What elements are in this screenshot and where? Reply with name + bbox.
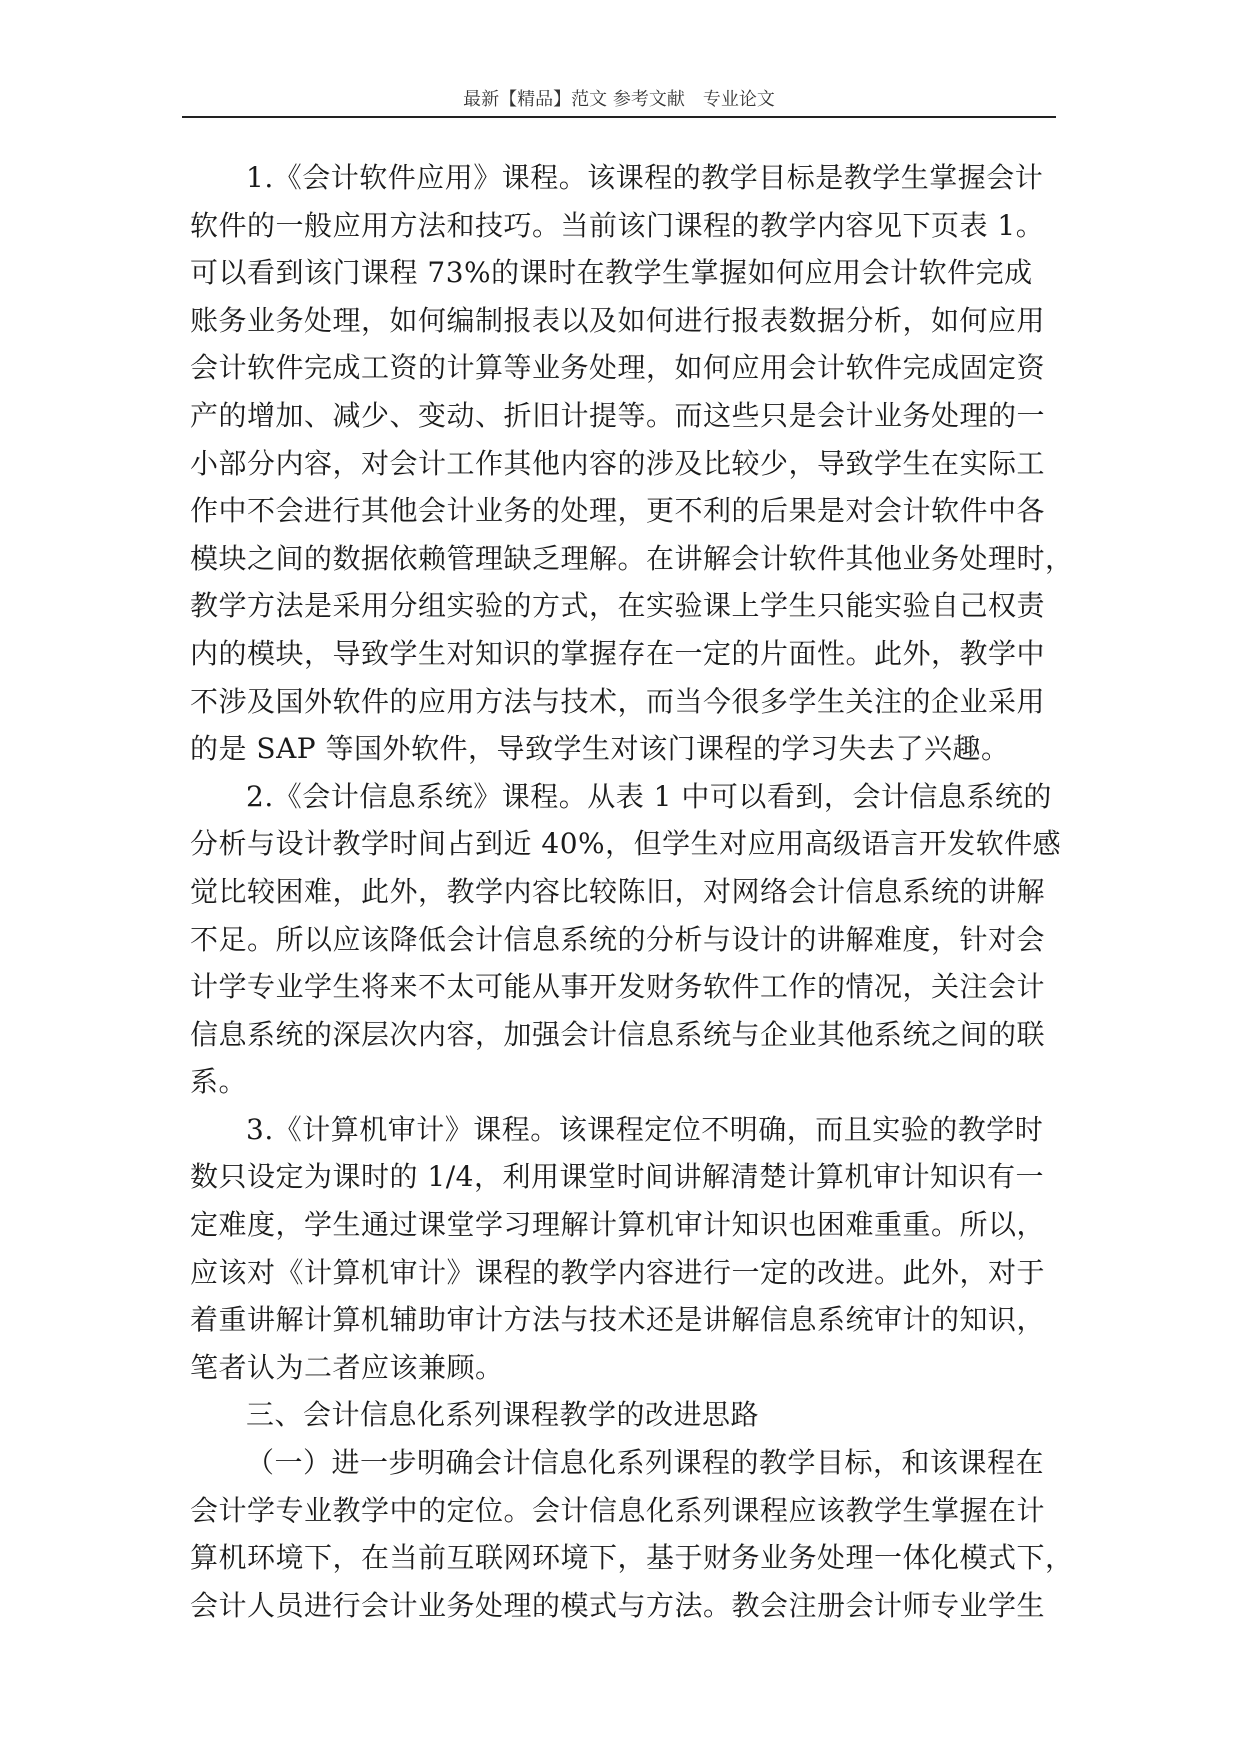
text-line: 2.《会计信息系统》课程。从表 1 中可以看到，会计信息系统的 xyxy=(246,779,1052,813)
text-line: 3.《计算机审计》课程。该课程定位不明确，而且实验的教学时 xyxy=(246,1112,1044,1146)
section-heading: 三、会计信息化系列课程教学的改进思路 xyxy=(246,1398,760,1432)
text-line: 应该对《计算机审计》课程的教学内容进行一定的改进。此外，对于 xyxy=(190,1255,1046,1289)
document-body xyxy=(190,154,1074,1629)
text-line: 不足。所以应该降低会计信息系统的分析与设计的讲解难度，针对会 xyxy=(190,922,1046,956)
text-line: 着重讲解计算机辅助审计方法与技术还是讲解信息系统审计的知识， xyxy=(190,1303,1046,1337)
text-line: 作中不会进行其他会计业务的处理，更不利的后果是对会计软件中各 xyxy=(190,494,1046,528)
text-line: 信息系统的深层次内容，加强会计信息系统与企业其他系统之间的联 xyxy=(190,1017,1046,1051)
text-line: 笔者认为二者应该兼顾。 xyxy=(190,1350,504,1384)
text-line: 分析与设计教学时间占到近 40%，但学生对应用高级语言开发软件感 xyxy=(190,827,1062,861)
text-line: 会计学专业教学中的定位。会计信息化系列课程应该教学生掌握在计 xyxy=(190,1493,1046,1527)
text-line: 账务业务处理，如何编制报表以及如何进行报表数据分析，如何应用 xyxy=(190,303,1046,337)
text-line: 系。 xyxy=(190,1065,248,1099)
text-line: 小部分内容，对会计工作其他内容的涉及比较少，导致学生在实际工 xyxy=(190,446,1046,480)
text-line: 会计软件完成工资的计算等业务处理，如何应用会计软件完成固定资 xyxy=(190,351,1046,385)
text-line: 计学专业学生将来不太可能从事开发财务软件工作的情况，关注会计 xyxy=(190,970,1046,1004)
text-line: 数只设定为课时的 1/4，利用课堂时间讲解清楚计算机审计知识有一 xyxy=(190,1160,1044,1194)
text-line: 的是 SAP 等国外软件，导致学生对该门课程的学习失去了兴趣。 xyxy=(190,732,1010,766)
page-header: 最新【精品】范文 参考文献 专业论文 xyxy=(463,89,775,110)
text-line: 不涉及国外软件的应用方法与技术，而当今很多学生关注的企业采用 xyxy=(190,684,1046,718)
text-line: 产的增加、减少、变动、折旧计提等。而这些只是会计业务处理的一 xyxy=(190,398,1046,432)
text-line: 1.《会计软件应用》课程。该课程的教学目标是教学生掌握会计 xyxy=(246,161,1044,194)
text-line: （一）进一步明确会计信息化系列课程的教学目标，和该课程在 xyxy=(246,1446,1045,1480)
header-divider xyxy=(182,116,1056,118)
text-line: 教学方法是采用分组实验的方式，在实验课上学生只能实验自己权责 xyxy=(190,589,1046,623)
text-line: 可以看到该门课程 73%的课时在教学生掌握如何应用会计软件完成 xyxy=(190,256,1033,290)
text-line: 模块之间的数据依赖管理缺乏理解。在讲解会计软件其他业务处理时， xyxy=(190,541,1074,575)
text-line: 觉比较困难，此外，教学内容比较陈旧，对网络会计信息系统的讲解 xyxy=(190,874,1046,908)
text-line: 定难度，学生通过课堂学习理解计算机审计知识也困难重重。所以， xyxy=(190,1208,1046,1242)
text-line: 软件的一般应用方法和技巧。当前该门课程的教学内容见下页表 1。 xyxy=(190,208,1045,242)
text-line: 算机环境下，在当前互联网环境下，基于财务业务处理一体化模式下， xyxy=(190,1541,1074,1575)
text-line: 会计人员进行会计业务处理的模式与方法。教会注册会计师专业学生 xyxy=(190,1588,1046,1622)
text-line: 内的模块，导致学生对知识的掌握存在一定的片面性。此外，教学中 xyxy=(190,636,1046,670)
